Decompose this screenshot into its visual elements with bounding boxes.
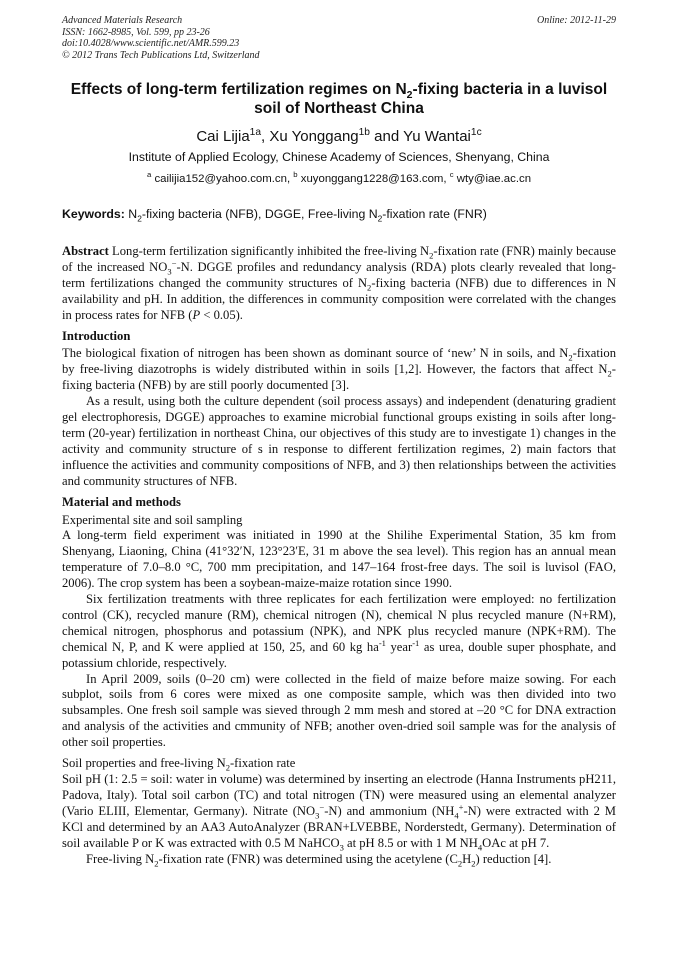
methods-p4-text-3: -N) were extracted with 2 M KCl and determined by an AA3 AutoAnalyzer (BRAN+LVEBBE, Norderstedt, Germany). Determination of soil available P or K was extracted with 0.5 M NaHCO <box>62 803 616 850</box>
email-list <box>62 172 616 187</box>
methods-p4-sub-4: 4 <box>477 842 483 853</box>
author-sep-1: , <box>261 128 270 145</box>
abstract-text-2: -fixation rate (FNR) mainly because of the increased NO <box>62 244 616 274</box>
abstract-italic-p: P <box>192 307 201 322</box>
author-3-sup: 1c <box>470 127 482 138</box>
keywords-sub-2: 2 <box>377 213 383 224</box>
methods-p2-text-3: as urea, double super phosphate, and potassium chloride, respectively. <box>62 639 616 670</box>
methods-p2-sup-2: -1 <box>412 637 420 648</box>
abstract-sub-1: 2 <box>429 250 434 261</box>
title-text-1: Effects of long-term fertilization regimes on N <box>70 81 407 98</box>
methods-paragraph-2 <box>62 592 616 672</box>
methods-subheading-1: Experimental site and soil sampling <box>62 512 243 527</box>
email-1[interactable]: cailijia152@yahoo.com.cn, <box>151 173 294 185</box>
author-list <box>62 128 616 146</box>
methods-p4-text-1: Soil pH (1: 2.5 = soil: water in volume) was determined by inserting an electrode (Hanna Instruments pH211, Padova, Italy). Total soil carbon (TC) and total nitrogen (TN) were measured using an elemental analyzer (Vario ELIII, Elementar, Germany). Nitrate (NO <box>62 772 616 818</box>
abstract-sub-3: 2 <box>367 282 372 293</box>
intro-p1-text-2: -fixation by free-living diazotrophs is widely distributed within in soils [1,2]. However, the factors that affect N <box>62 346 616 377</box>
methods-p4-text-5: OAc at pH 7. <box>482 835 550 850</box>
keywords-sub-1: 2 <box>137 213 142 224</box>
intro-p1-sub-2: 2 <box>607 368 612 379</box>
author-1-sup: 1a <box>249 127 262 138</box>
methods-paragraph-4 <box>62 772 616 852</box>
running-header <box>62 15 616 61</box>
methods-sub2-text-1: Soil properties and free-living N <box>62 756 226 771</box>
methods-paragraph-3: In April 2009, soils (0–20 cm) were collected in the field of maize before maize sowing. For each subplot, soils from 6 cores were mixed as one composite sample, which was then divided into two subsamples. One fresh soil sample was sieved through 2 mm mesh and stored at –20 °C for DNA extraction and analysis of the activities and cmmunity of NFB; another oven-dried soil sample was for the analysis of other soil properties. <box>62 671 616 750</box>
title-sub: 2 <box>406 89 413 102</box>
intro-p1-text-3: -fixing bacteria (NFB) by are still poorly documented [3]. <box>62 362 616 393</box>
methods-p5-sub-1: 2 <box>154 858 159 869</box>
paper-body <box>62 244 616 867</box>
intro-p1-text-1: The biological fixation of nitrogen has been shown as dominant source of ‘new’ N in soils, and N <box>62 346 569 361</box>
methods-p5-text-1: Free-living N <box>86 851 155 866</box>
methods-paragraph-5 <box>62 852 616 868</box>
methods-p2-text-1: Six fertilization treatments with three replicates for each fertilization were employed: no fertilization control (CK), recycled manure (RM), chemical nitrogen (N), chemical N plus recycled manure (N+RM), chemical nitrogen, phosphorus and potassium (NPK), and NPK plus recycled manure (NPK+RM). The chemical N, P, and K were applied at 150, 25, and 60 kg ha <box>62 592 616 654</box>
methods-p5-text-4: ) reduction [4]. <box>475 851 552 866</box>
methods-p4-sup-1: − <box>319 801 325 812</box>
keywords-label: Keywords: <box>62 207 125 221</box>
title-text-2: -fixing bacteria in a luvisol soil of Northeast China <box>254 81 608 117</box>
doi-line: doi:10.4028/www.scientific.net/AMR.599.23 <box>62 38 240 49</box>
abstract <box>62 244 616 324</box>
intro-paragraph-2: As a result, using both the culture dependent (soil process assays) and independent (denaturing gradient gel electrophoresis, DGGE) approaches to examine microbial functional groups existing in soils after long-term (20-year) fertilization in northeast China, our objectives of this study are to investigate 1) changes in the activity and community structure of s in response to different fertilization regimes, 2) main factors that influence the activities and community compositions of NFB, and 3) then relationships between the activities and community structures of NFB. <box>62 394 616 488</box>
intro-heading: Introduction <box>62 328 131 343</box>
intro-p1-sub-1: 2 <box>568 352 573 363</box>
abstract-text-1: Long-term fertilization significantly inhibited the free-living N <box>108 244 430 258</box>
keywords-text-2: -fixing bacteria (NFB), DGGE, Free-living N <box>141 207 378 221</box>
methods-sub2-text-2: -fixation rate <box>229 756 296 771</box>
email-1-sup: a <box>146 170 152 180</box>
methods-paragraph-1: A long-term field experiment was initiated in 1990 at the Shilihe Experimental Station, 35 km from Shenyang, Liaoning, China (41°32′N, 123°23′E, 31 m above the sea level). This region has an annual mean temperature of 7.0–8.0 °C, 700 mm precipitation, and 147–164 frost-free days. The soil is luvisol (FAO, 2006). The crop system has been a soybean-maize-maize rotation since 1990. <box>62 528 616 591</box>
methods-p5-text-2: -fixation rate (FNR) was determined using the acetylene (C <box>158 851 458 866</box>
methods-p2-sup-1: -1 <box>378 637 386 648</box>
email-2[interactable]: xuyonggang1228@163.com, <box>297 173 450 185</box>
methods-p2-text-2: year <box>385 639 413 654</box>
keywords-text-1: N <box>124 207 138 221</box>
online-date: Online: 2012-11-29 <box>537 15 616 26</box>
methods-p5-sub-2: 2 <box>457 858 463 869</box>
copyright-line: © 2012 Trans Tech Publications Ltd, Switzerland <box>62 49 260 61</box>
methods-p4-text-4: at pH 8.5 or with 1 M NH <box>343 835 478 850</box>
journal-name: Advanced Materials Research <box>62 15 183 26</box>
author-2: Xu Yonggang <box>269 128 359 145</box>
abstract-label: Abstract <box>62 244 109 258</box>
email-3[interactable]: wty@iae.ac.cn <box>453 173 532 185</box>
methods-p4-text-2: -N) and ammonium (NH <box>324 803 455 818</box>
author-2-sup: 1b <box>358 127 370 138</box>
keywords <box>62 207 616 222</box>
methods-p4-sub-2: 4 <box>454 810 459 821</box>
abstract-text-4: -fixing bacteria (NFB) due to differences in N availability and pH. In addition, the differences in community composition were correlated with the changes in process rates for NFB ( <box>62 275 616 322</box>
methods-p4-sup-2: + <box>458 801 464 812</box>
affiliation: Institute of Applied Ecology, Chinese Academy of Sciences, Shenyang, China <box>128 150 550 164</box>
abstract-sup-2: − <box>171 257 177 268</box>
email-3-sup: c <box>449 170 454 180</box>
abstract-text-3: -N. DGGE profiles and redundancy analysis (RDA) plots clearly revealed that long-term fertilizations changed the community structures of N <box>62 259 617 290</box>
abstract-sub-2: 3 <box>167 266 172 277</box>
issn-line: ISSN: 1662-8985, Vol. 599, pp 23-26 <box>62 26 210 38</box>
methods-p4-sub-3: 3 <box>339 842 344 853</box>
author-3: Yu Wantai <box>403 128 471 145</box>
keywords-text-3: -fixation rate (FNR) <box>382 207 487 221</box>
paper-title <box>62 80 616 118</box>
methods-p5-sub-3: 2 <box>471 858 476 869</box>
methods-p5-text-3: H <box>462 851 472 866</box>
author-1: Cai Lijia <box>196 128 250 145</box>
email-2-sup: b <box>293 170 298 180</box>
author-sep-2: and <box>369 128 404 145</box>
methods-p4-sub-1: 3 <box>315 810 320 821</box>
intro-paragraph-1 <box>62 346 616 394</box>
methods-subheading-2 <box>62 756 616 772</box>
abstract-text-5: < 0.05). <box>200 307 243 322</box>
methods-heading: Material and methods <box>62 494 181 509</box>
methods-sub2-sub: 2 <box>225 762 230 773</box>
